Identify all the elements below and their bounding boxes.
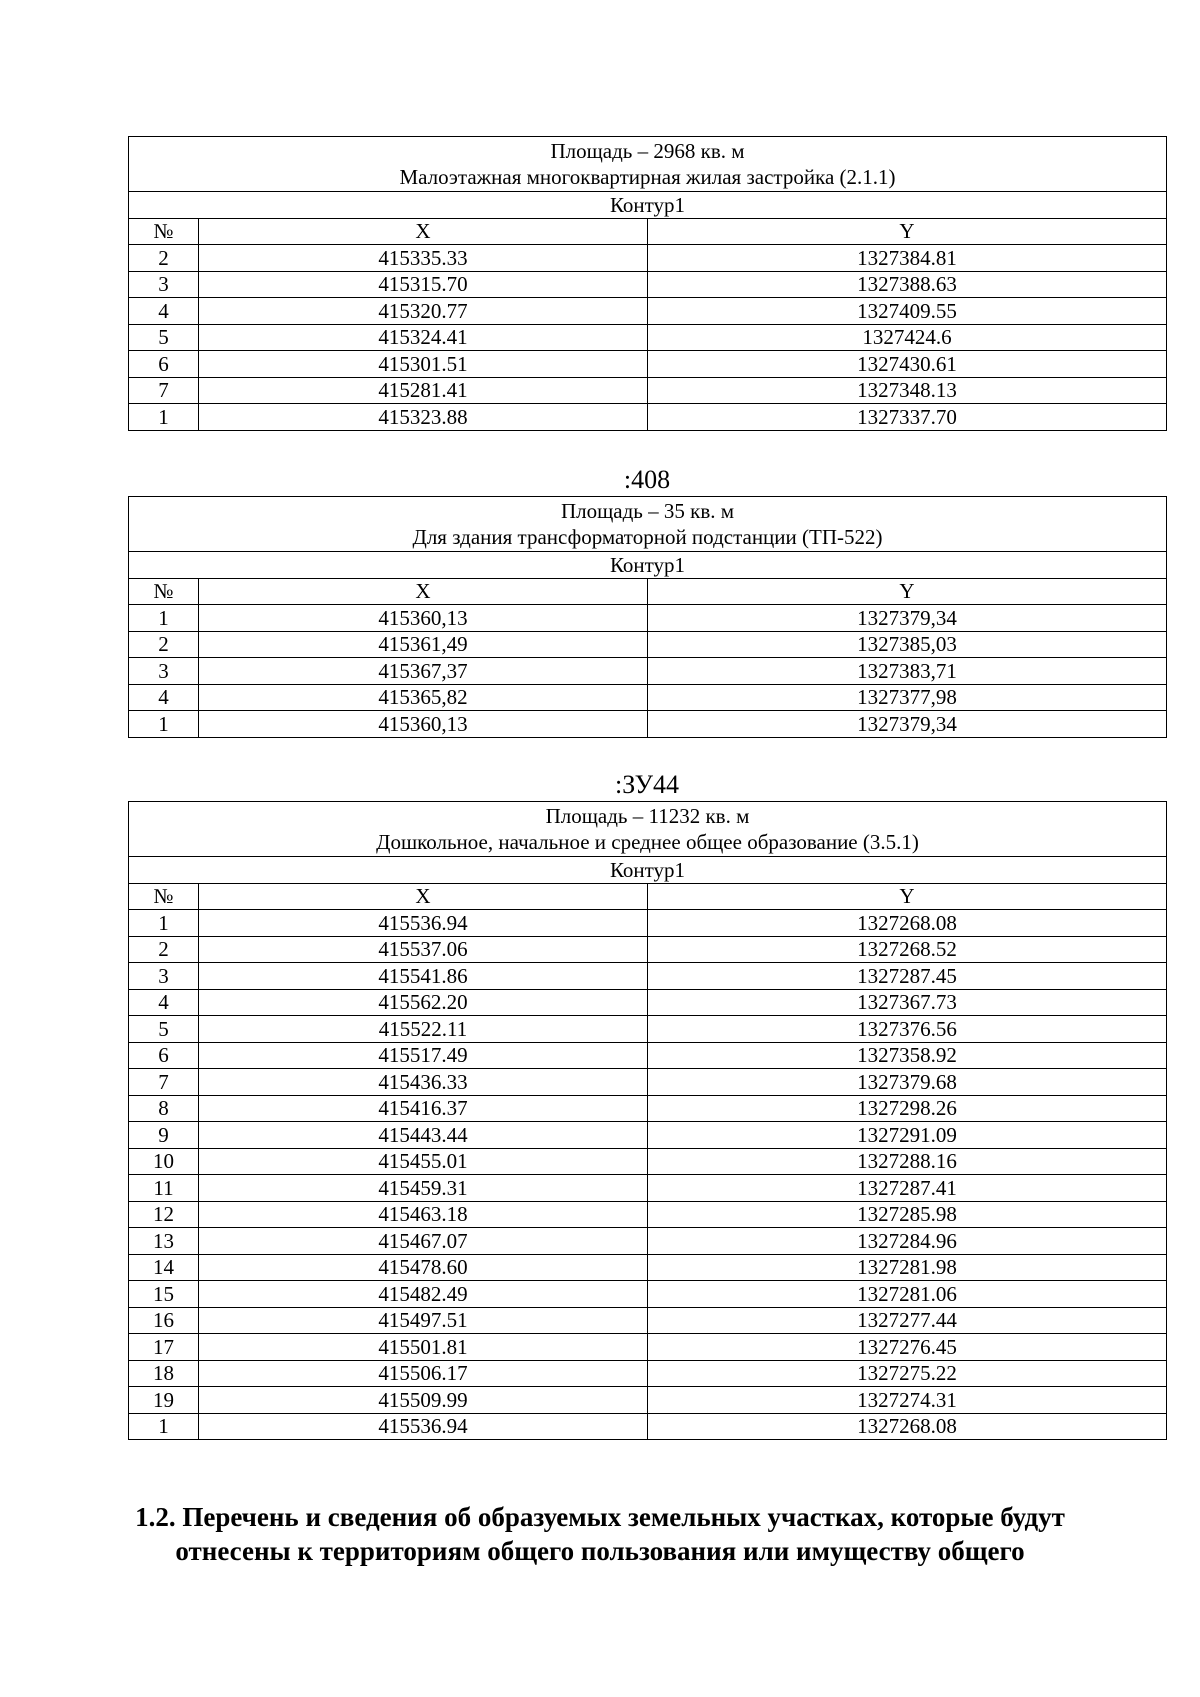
y-coordinate-cell: 1327268.52 xyxy=(648,936,1167,963)
point-number-cell: 16 xyxy=(129,1307,199,1334)
table-row xyxy=(129,1413,1167,1440)
point-number-cell: 2 xyxy=(129,631,199,658)
table-row xyxy=(129,605,1167,632)
column-header-y: Y xyxy=(648,218,1167,245)
y-coordinate-cell: 1327288.16 xyxy=(648,1148,1167,1175)
table-row xyxy=(129,1228,1167,1255)
table-row xyxy=(129,324,1167,351)
point-number-cell: 5 xyxy=(129,1016,199,1043)
y-coordinate-cell: 1327285.98 xyxy=(648,1201,1167,1228)
x-coordinate-cell: 415365,82 xyxy=(199,684,648,711)
point-number-cell: 11 xyxy=(129,1175,199,1202)
x-coordinate-cell: 415360,13 xyxy=(199,711,648,738)
coordinates-table-2 xyxy=(128,496,1167,738)
y-coordinate-cell: 1327388.63 xyxy=(648,271,1167,298)
point-number-cell: 3 xyxy=(129,658,199,685)
section-heading-line-2: отнесены к территориям общего пользования или имуществу общего xyxy=(175,1536,1025,1566)
x-coordinate-cell: 415497.51 xyxy=(199,1307,648,1334)
x-coordinate-cell: 415467.07 xyxy=(199,1228,648,1255)
section-heading-line-1: 1.2. Перечень и сведения об образуемых земельных участках, которые будут xyxy=(135,1502,1065,1532)
point-number-cell: 7 xyxy=(129,377,199,404)
table-row xyxy=(129,631,1167,658)
table-row xyxy=(129,989,1167,1016)
y-coordinate-cell: 1327275.22 xyxy=(648,1360,1167,1387)
y-coordinate-cell: 1327348.13 xyxy=(648,377,1167,404)
x-coordinate-cell: 415537.06 xyxy=(199,936,648,963)
x-coordinate-cell: 415506.17 xyxy=(199,1360,648,1387)
table-row xyxy=(129,271,1167,298)
y-coordinate-cell: 1327379,34 xyxy=(648,711,1167,738)
point-number-cell: 9 xyxy=(129,1122,199,1149)
x-coordinate-cell: 415367,37 xyxy=(199,658,648,685)
point-number-cell: 6 xyxy=(129,1042,199,1069)
x-coordinate-cell: 415323.88 xyxy=(199,404,648,431)
plot-use: Для здания трансформаторной подстанции (ТП-522) xyxy=(412,525,883,549)
table-row xyxy=(129,245,1167,272)
x-coordinate-cell: 415320.77 xyxy=(199,298,648,325)
section-heading xyxy=(100,1500,1100,1568)
y-coordinate-cell: 1327268.08 xyxy=(648,1413,1167,1440)
table-row xyxy=(129,404,1167,431)
y-coordinate-cell: 1327376.56 xyxy=(648,1016,1167,1043)
x-coordinate-cell: 415522.11 xyxy=(199,1016,648,1043)
table-row xyxy=(129,1254,1167,1281)
point-number-cell: 5 xyxy=(129,324,199,351)
column-header-x: X xyxy=(199,883,648,910)
table-row xyxy=(129,910,1167,937)
point-number-cell: 2 xyxy=(129,936,199,963)
column-header-y: Y xyxy=(648,578,1167,605)
y-coordinate-cell: 1327268.08 xyxy=(648,910,1167,937)
column-header-number: № xyxy=(129,578,199,605)
x-coordinate-cell: 415443.44 xyxy=(199,1122,648,1149)
y-coordinate-cell: 1327284.96 xyxy=(648,1228,1167,1255)
y-coordinate-cell: 1327287.41 xyxy=(648,1175,1167,1202)
x-coordinate-cell: 415416.37 xyxy=(199,1095,648,1122)
plot-table-block-3 xyxy=(128,801,1166,1440)
table-row xyxy=(129,1016,1167,1043)
point-number-cell: 8 xyxy=(129,1095,199,1122)
plot-area: Площадь – 2968 кв. м xyxy=(550,139,745,163)
contour-label: Контур1 xyxy=(129,192,1167,219)
y-coordinate-cell: 1327424.6 xyxy=(648,324,1167,351)
y-coordinate-cell: 1327367.73 xyxy=(648,989,1167,1016)
point-number-cell: 15 xyxy=(129,1281,199,1308)
plot-area-cell xyxy=(129,137,1167,192)
table-row xyxy=(129,1334,1167,1361)
table-row xyxy=(129,1360,1167,1387)
x-coordinate-cell: 415360,13 xyxy=(199,605,648,632)
x-coordinate-cell: 415361,49 xyxy=(199,631,648,658)
point-number-cell: 3 xyxy=(129,963,199,990)
y-coordinate-cell: 1327291.09 xyxy=(648,1122,1167,1149)
plot-use: Дошкольное, начальное и среднее общее образование (3.5.1) xyxy=(376,830,919,854)
table-row xyxy=(129,936,1167,963)
point-number-cell: 1 xyxy=(129,1413,199,1440)
x-coordinate-cell: 415541.86 xyxy=(199,963,648,990)
y-coordinate-cell: 1327281.06 xyxy=(648,1281,1167,1308)
plot-area: Площадь – 11232 кв. м xyxy=(545,804,750,828)
point-number-cell: 1 xyxy=(129,711,199,738)
table-row xyxy=(129,1307,1167,1334)
point-number-cell: 1 xyxy=(129,404,199,431)
point-number-cell: 3 xyxy=(129,271,199,298)
point-number-cell: 4 xyxy=(129,298,199,325)
x-coordinate-cell: 415335.33 xyxy=(199,245,648,272)
y-coordinate-cell: 1327358.92 xyxy=(648,1042,1167,1069)
y-coordinate-cell: 1327281.98 xyxy=(648,1254,1167,1281)
table-row xyxy=(129,711,1167,738)
plot-label-3: :ЗУ44 xyxy=(614,770,679,799)
coordinates-table-3 xyxy=(128,801,1167,1440)
x-coordinate-cell: 415536.94 xyxy=(199,1413,648,1440)
point-number-cell: 13 xyxy=(129,1228,199,1255)
y-coordinate-cell: 1327298.26 xyxy=(648,1095,1167,1122)
x-coordinate-cell: 415455.01 xyxy=(199,1148,648,1175)
point-number-cell: 1 xyxy=(129,910,199,937)
point-number-cell: 18 xyxy=(129,1360,199,1387)
x-coordinate-cell: 415281.41 xyxy=(199,377,648,404)
table-row xyxy=(129,1175,1167,1202)
column-header-number: № xyxy=(129,218,199,245)
point-number-cell: 4 xyxy=(129,684,199,711)
y-coordinate-cell: 1327379,34 xyxy=(648,605,1167,632)
plot-area: Площадь – 35 кв. м xyxy=(560,499,735,523)
column-header-x: X xyxy=(199,218,648,245)
x-coordinate-cell: 415463.18 xyxy=(199,1201,648,1228)
table-row xyxy=(129,1387,1167,1414)
table-row xyxy=(129,1069,1167,1096)
y-coordinate-cell: 1327276.45 xyxy=(648,1334,1167,1361)
y-coordinate-cell: 1327383,71 xyxy=(648,658,1167,685)
point-number-cell: 1 xyxy=(129,605,199,632)
x-coordinate-cell: 415301.51 xyxy=(199,351,648,378)
point-number-cell: 14 xyxy=(129,1254,199,1281)
y-coordinate-cell: 1327379.68 xyxy=(648,1069,1167,1096)
x-coordinate-cell: 415482.49 xyxy=(199,1281,648,1308)
plot-area-cell xyxy=(129,497,1167,552)
x-coordinate-cell: 415436.33 xyxy=(199,1069,648,1096)
plot-table-block-1 xyxy=(128,136,1166,431)
table-row xyxy=(129,298,1167,325)
table-row xyxy=(129,963,1167,990)
y-coordinate-cell: 1327277.44 xyxy=(648,1307,1167,1334)
y-coordinate-cell: 1327384.81 xyxy=(648,245,1167,272)
table-row xyxy=(129,1201,1167,1228)
table-row xyxy=(129,1281,1167,1308)
x-coordinate-cell: 415501.81 xyxy=(199,1334,648,1361)
point-number-cell: 4 xyxy=(129,989,199,1016)
table-row xyxy=(129,658,1167,685)
point-number-cell: 7 xyxy=(129,1069,199,1096)
column-header-x: X xyxy=(199,578,648,605)
column-header-y: Y xyxy=(648,883,1167,910)
x-coordinate-cell: 415324.41 xyxy=(199,324,648,351)
table-row xyxy=(129,1122,1167,1149)
column-header-number: № xyxy=(129,883,199,910)
point-number-cell: 12 xyxy=(129,1201,199,1228)
plot-use: Малоэтажная многоквартирная жилая застройка (2.1.1) xyxy=(399,165,896,189)
y-coordinate-cell: 1327409.55 xyxy=(648,298,1167,325)
table-row xyxy=(129,1148,1167,1175)
x-coordinate-cell: 415459.31 xyxy=(199,1175,648,1202)
table-row xyxy=(129,684,1167,711)
y-coordinate-cell: 1327274.31 xyxy=(648,1387,1167,1414)
y-coordinate-cell: 1327385,03 xyxy=(648,631,1167,658)
plot-label-2: :408 xyxy=(623,465,671,494)
point-number-cell: 6 xyxy=(129,351,199,378)
point-number-cell: 2 xyxy=(129,245,199,272)
table-row xyxy=(129,377,1167,404)
y-coordinate-cell: 1327337.70 xyxy=(648,404,1167,431)
y-coordinate-cell: 1327287.45 xyxy=(648,963,1167,990)
point-number-cell: 17 xyxy=(129,1334,199,1361)
table-row xyxy=(129,1095,1167,1122)
table-row xyxy=(129,1042,1167,1069)
contour-label: Контур1 xyxy=(129,552,1167,579)
x-coordinate-cell: 415517.49 xyxy=(199,1042,648,1069)
contour-label: Контур1 xyxy=(129,857,1167,884)
table-row xyxy=(129,351,1167,378)
plot-area-cell xyxy=(129,802,1167,857)
x-coordinate-cell: 415536.94 xyxy=(199,910,648,937)
y-coordinate-cell: 1327430.61 xyxy=(648,351,1167,378)
plot-table-block-2 xyxy=(128,496,1166,738)
point-number-cell: 10 xyxy=(129,1148,199,1175)
y-coordinate-cell: 1327377,98 xyxy=(648,684,1167,711)
x-coordinate-cell: 415509.99 xyxy=(199,1387,648,1414)
x-coordinate-cell: 415562.20 xyxy=(199,989,648,1016)
point-number-cell: 19 xyxy=(129,1387,199,1414)
coordinates-table-1 xyxy=(128,136,1167,431)
x-coordinate-cell: 415478.60 xyxy=(199,1254,648,1281)
x-coordinate-cell: 415315.70 xyxy=(199,271,648,298)
